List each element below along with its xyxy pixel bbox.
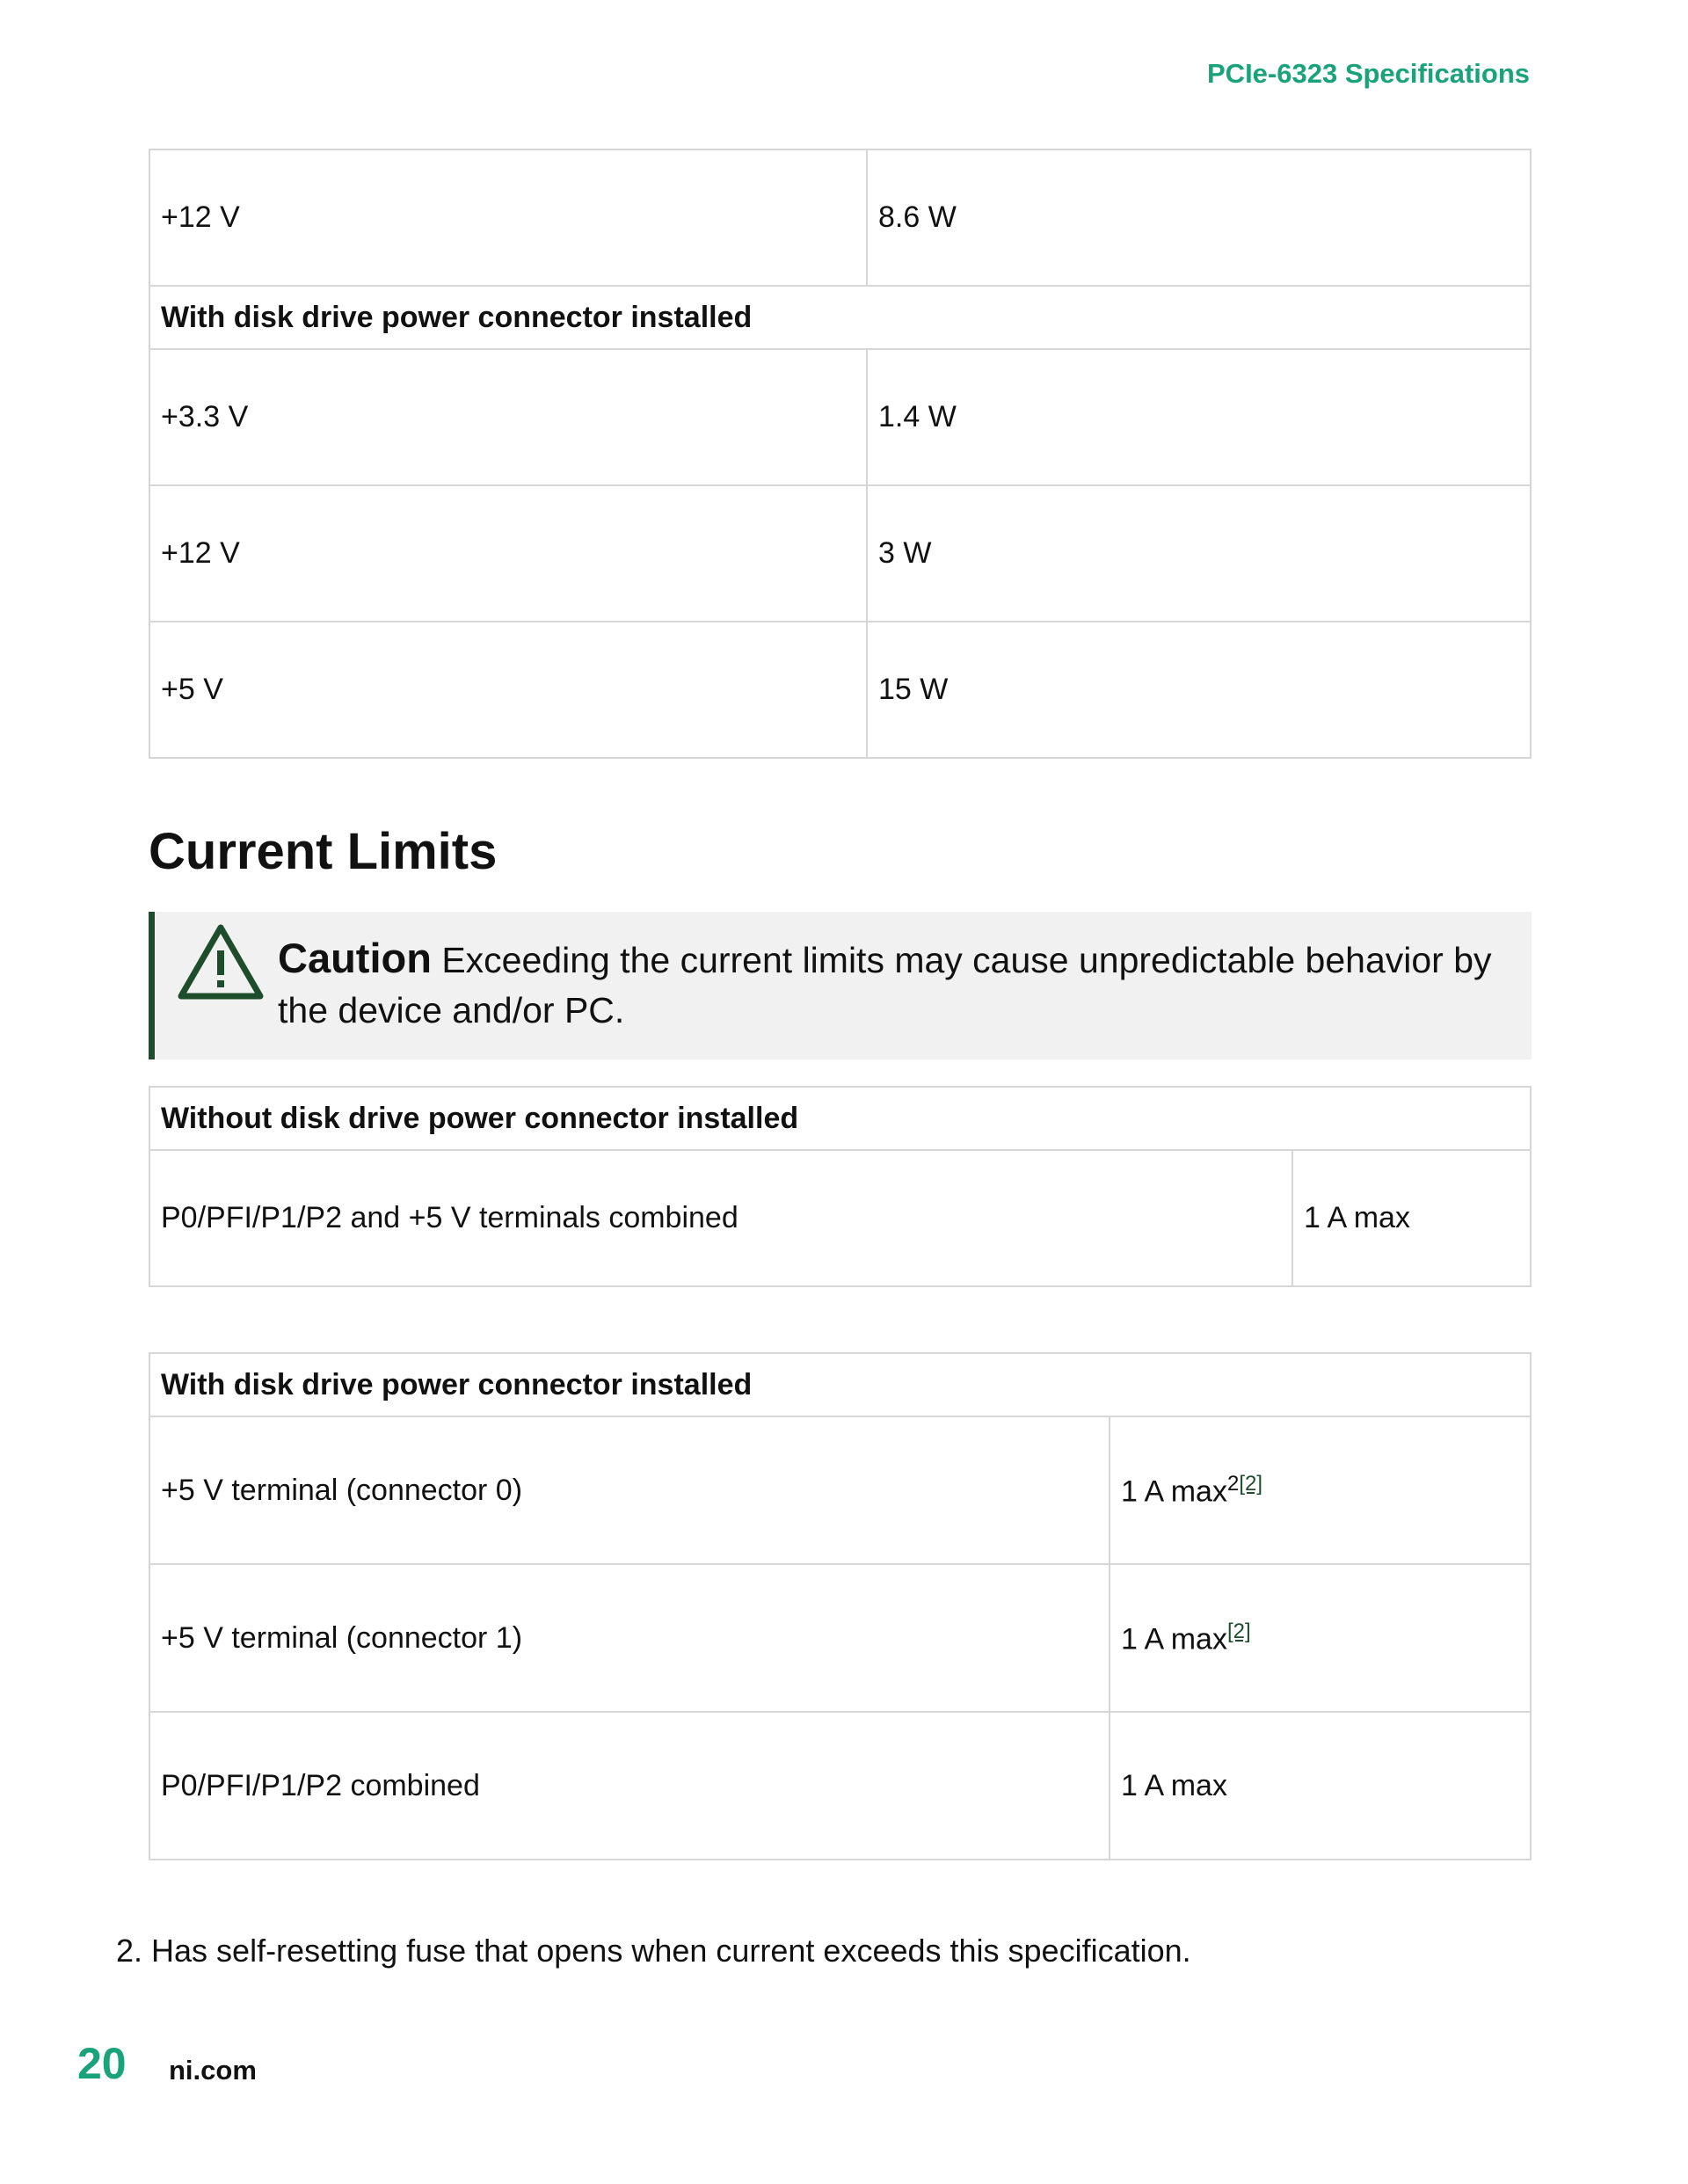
warning-icon	[174, 921, 267, 1007]
table-cell-value: 15 W	[867, 622, 1531, 758]
table-cell-label: +5 V terminal (connector 1)	[149, 1564, 1110, 1712]
current-limits-table-with-connector	[149, 1352, 1532, 1860]
table-row	[149, 485, 1531, 622]
table-cell-label: +5 V terminal (connector 0)	[149, 1416, 1110, 1564]
table-cell-value	[1110, 1416, 1531, 1564]
table-cell-value: 3 W	[867, 485, 1531, 622]
footer-site: ni.com	[169, 2055, 257, 2086]
table-row	[149, 622, 1531, 758]
footnote-link[interactable]: [2]	[1226, 1619, 1251, 1643]
table-subheader-row	[149, 1087, 1531, 1150]
table-cell-value: 1 A max	[1110, 1712, 1531, 1860]
table-row	[149, 1150, 1531, 1286]
caution-callout	[149, 912, 1532, 1059]
superscript-number: 2	[1226, 1471, 1240, 1496]
table-cell-label: +12 V	[149, 149, 867, 286]
table-cell-value: 1.4 W	[867, 349, 1531, 485]
table-cell-label: +12 V	[149, 485, 867, 622]
page-number: 20	[77, 2039, 127, 2088]
table-cell-label: P0/PFI/P1/P2 combined	[149, 1712, 1110, 1860]
table-cell-value: 1 A max	[1292, 1150, 1531, 1286]
table-row	[149, 1712, 1531, 1860]
current-limits-table-without-connector	[149, 1086, 1532, 1287]
table-cell-value	[1110, 1564, 1531, 1712]
caution-message: Exceeding the current limits may cause unpredictable behavior by the device and/or PC.	[278, 940, 1492, 1030]
value-text: 1 A max	[1121, 1474, 1227, 1509]
table-cell-value: 8.6 W	[867, 149, 1531, 286]
table-subheader: With disk drive power connector installed	[149, 1353, 1531, 1416]
table-cell-label: +3.3 V	[149, 349, 867, 485]
table-subheader-row	[149, 1353, 1531, 1416]
table-subheader: With disk drive power connector installed	[149, 286, 1531, 349]
table-subheader-row	[149, 286, 1531, 349]
table-row	[149, 1564, 1531, 1712]
footnote-link[interactable]: [2]	[1239, 1471, 1263, 1496]
table-cell-label: +5 V	[149, 622, 867, 758]
section-title: Current Limits	[149, 823, 498, 880]
table-row	[149, 1416, 1531, 1564]
table-row	[149, 149, 1531, 286]
footnote: 2. Has self-resetting fuse that opens when current exceeds this specification.	[116, 1933, 1191, 1969]
table-subheader: Without disk drive power connector installed	[149, 1087, 1531, 1150]
caution-text-block	[278, 933, 1505, 1036]
power-consumption-table	[149, 149, 1532, 759]
value-text: 1 A max	[1121, 1622, 1227, 1656]
page-header-title: PCIe-6323 Specifications	[1207, 58, 1530, 89]
caution-label: Caution	[278, 935, 432, 981]
table-cell-label: P0/PFI/P1/P2 and +5 V terminals combined	[149, 1150, 1292, 1286]
table-row	[149, 349, 1531, 485]
